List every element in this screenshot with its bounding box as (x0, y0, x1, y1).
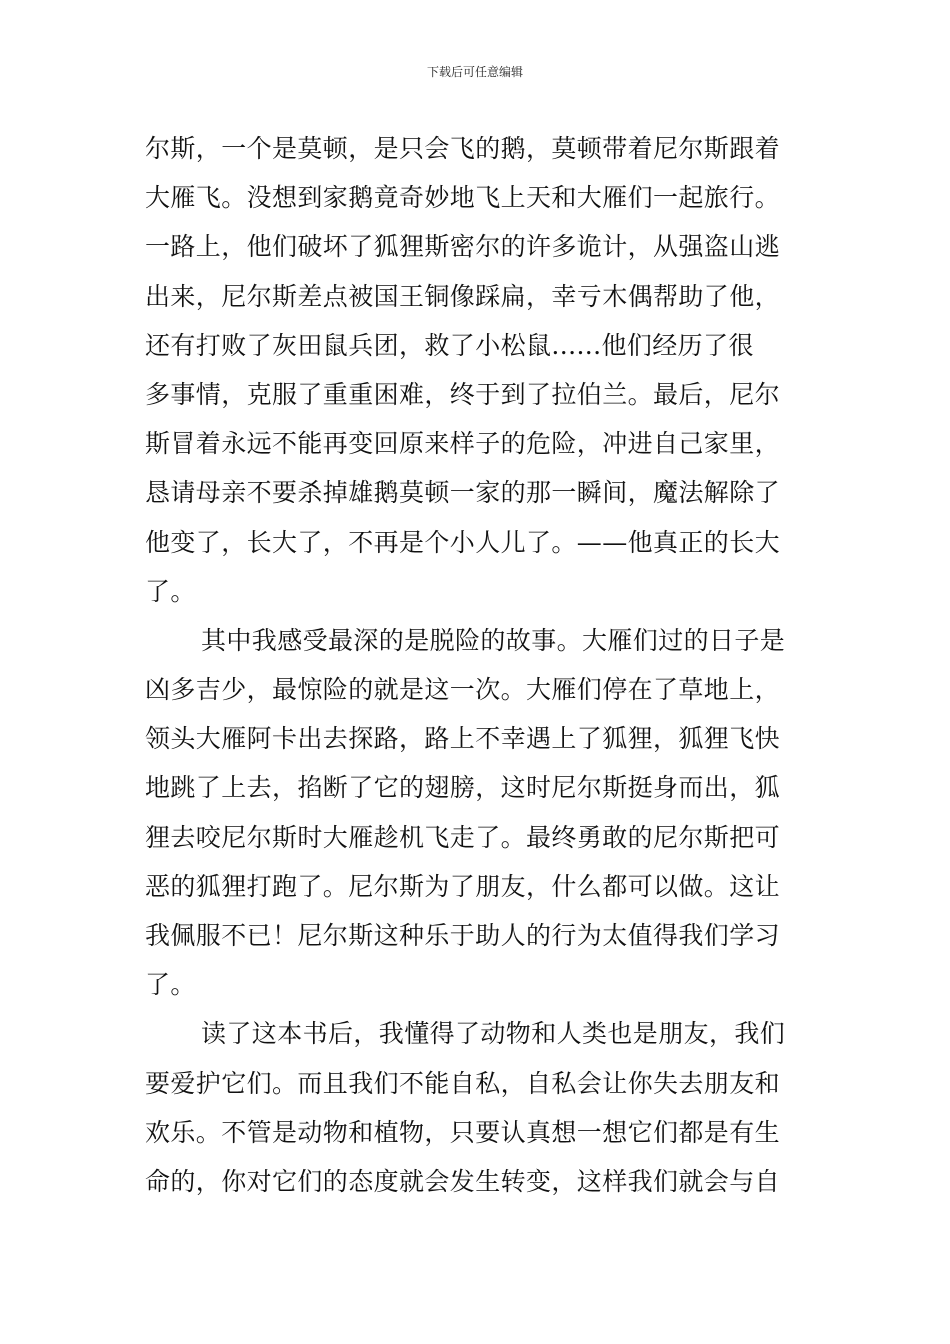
text-line: 恳请母亲不要杀掉雄鹅莫顿一家的那一瞬间，魔法解除了 (145, 478, 781, 508)
text-line: 尔斯，一个是莫顿，是只会飞的鹅，莫顿带着尼尔斯跟着 (145, 134, 781, 163)
text-line: 他变了，长大了，不再是个小人儿了。——他真正的长大 (145, 527, 781, 557)
text-line: 还有打败了灰田鼠兵团，救了小松鼠......他们经历了很 (145, 330, 754, 360)
text-line: 斯冒着永远不能再变回原来样子的危险，冲进自己家里， (145, 429, 781, 459)
paragraph-first-line: 其中我感受最深的是脱险的故事。大雁们过的日子是 (201, 625, 786, 655)
text-line: 命的，你对它们的态度就会发生转变，这样我们就会与自 (145, 1166, 781, 1196)
text-line: 领头大雁阿卡出去探路，路上不幸遇上了狐狸，狐狸飞快 (145, 724, 781, 754)
text-line: 出来，尼尔斯差点被国王铜像踩扁，幸亏木偶帮助了他， (145, 281, 781, 311)
text-line: 一路上，他们破坏了狐狸斯密尔的许多诡计，从强盗山逃 (145, 232, 781, 262)
text-line: 欢乐。不管是动物和植物，只要认真想一想它们都是有生 (145, 1117, 781, 1147)
page-header: 下载后可任意编辑 (426, 65, 523, 79)
text-line: 地跳了上去，掐断了它的翅膀，这时尼尔斯挺身而出，狐 (145, 773, 781, 803)
text-line: 要爱护它们。而且我们不能自私，自私会让你失去朋友和 (145, 1068, 781, 1098)
text-line: 了。 (145, 970, 196, 1000)
text-line: 我佩服不已！尼尔斯这种乐于助人的行为太值得我们学习 (145, 921, 781, 950)
text-line: 多事情，克服了重重困难，终于到了拉伯兰。最后，尼尔 (145, 379, 781, 409)
text-line: 狸去咬尼尔斯时大雁趁机飞走了。最终勇敢的尼尔斯把可 (145, 822, 781, 852)
text-line: 大雁飞。没想到家鹅竟奇妙地飞上天和大雁们一起旅行。 (145, 183, 781, 213)
text-line: 凶多吉少，最惊险的就是这一次。大雁们停在了草地上， (145, 675, 781, 705)
text-line: 了。 (145, 576, 196, 606)
text-line: 恶的狐狸打跑了。尼尔斯为了朋友，什么都可以做。这让 (145, 871, 781, 901)
document-body (145, 124, 807, 1206)
paragraph-first-line: 读了这本书后，我懂得了动物和人类也是朋友，我们 (201, 1019, 786, 1049)
